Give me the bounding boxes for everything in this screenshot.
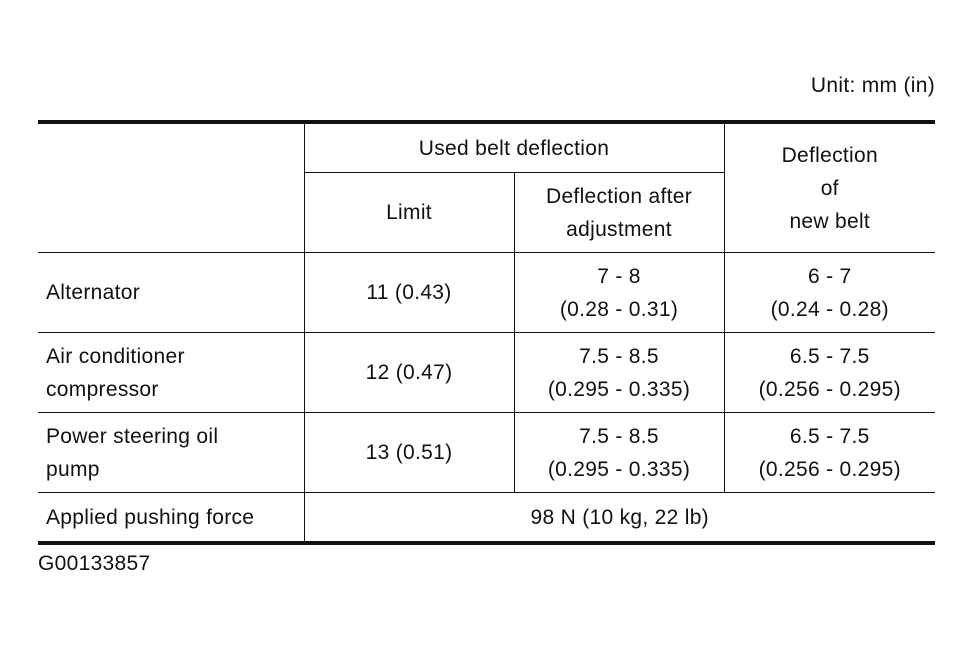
belt-deflection-table xyxy=(38,120,935,545)
limit-cell: 13 (0.51) xyxy=(304,413,514,493)
header-after-adjustment-line-2: adjustment xyxy=(566,217,672,241)
header-limit: Limit xyxy=(304,173,514,253)
new-belt-cell xyxy=(724,333,935,413)
pushing-force-label: Applied pushing force xyxy=(38,493,304,544)
header-corner-cell xyxy=(38,122,304,253)
limit-cell: 12 (0.47) xyxy=(304,333,514,413)
new-belt-in: (0.24 - 0.28) xyxy=(770,297,889,321)
after-adjustment-in: (0.295 - 0.335) xyxy=(547,457,691,481)
table-header-row xyxy=(38,122,935,173)
after-adjustment-mm: 7 - 8 xyxy=(597,264,641,288)
header-new-belt-line-3: new belt xyxy=(789,209,871,233)
after-adjustment-in: (0.28 - 0.31) xyxy=(559,297,679,321)
after-adjustment-mm: 7.5 - 8.5 xyxy=(579,424,659,448)
new-belt-cell xyxy=(724,413,935,493)
row-label-line-2: pump xyxy=(46,457,100,481)
table-row xyxy=(38,253,935,333)
after-adjustment-mm: 7.5 - 8.5 xyxy=(579,344,659,368)
row-label-line-1: Alternator xyxy=(46,281,141,304)
new-belt-in: (0.256 - 0.295) xyxy=(758,457,901,481)
header-new-belt-line-2: of xyxy=(820,176,839,200)
pushing-force-value: 98 N (10 kg, 22 lb) xyxy=(304,493,935,544)
row-label-line-2: compressor xyxy=(46,377,159,401)
table-row xyxy=(38,333,935,413)
unit-label: Unit: mm (in) xyxy=(810,74,935,97)
header-used-belt: Used belt deflection xyxy=(304,122,724,173)
figure-id: G00133857 xyxy=(38,552,151,575)
header-new-belt xyxy=(724,122,935,253)
new-belt-in: (0.256 - 0.295) xyxy=(758,377,901,401)
row-label xyxy=(38,253,304,333)
table-row xyxy=(38,413,935,493)
after-adjustment-cell xyxy=(514,253,724,333)
row-label-line-1: Power steering oil xyxy=(46,424,219,448)
header-after-adjustment-line-1: Deflection after xyxy=(545,184,693,208)
new-belt-mm: 6.5 - 7.5 xyxy=(789,424,870,448)
header-after-adjustment xyxy=(514,173,724,253)
after-adjustment-in: (0.295 - 0.335) xyxy=(547,377,691,401)
row-label xyxy=(38,413,304,493)
row-label-line-1: Air conditioner xyxy=(46,344,185,368)
after-adjustment-cell xyxy=(514,333,724,413)
after-adjustment-cell xyxy=(514,413,724,493)
new-belt-mm: 6.5 - 7.5 xyxy=(789,344,870,368)
header-new-belt-line-1: Deflection xyxy=(781,143,878,167)
limit-cell: 11 (0.43) xyxy=(304,253,514,333)
pushing-force-row xyxy=(38,493,935,544)
new-belt-mm: 6 - 7 xyxy=(808,264,852,288)
row-label xyxy=(38,333,304,413)
new-belt-cell xyxy=(724,253,935,333)
